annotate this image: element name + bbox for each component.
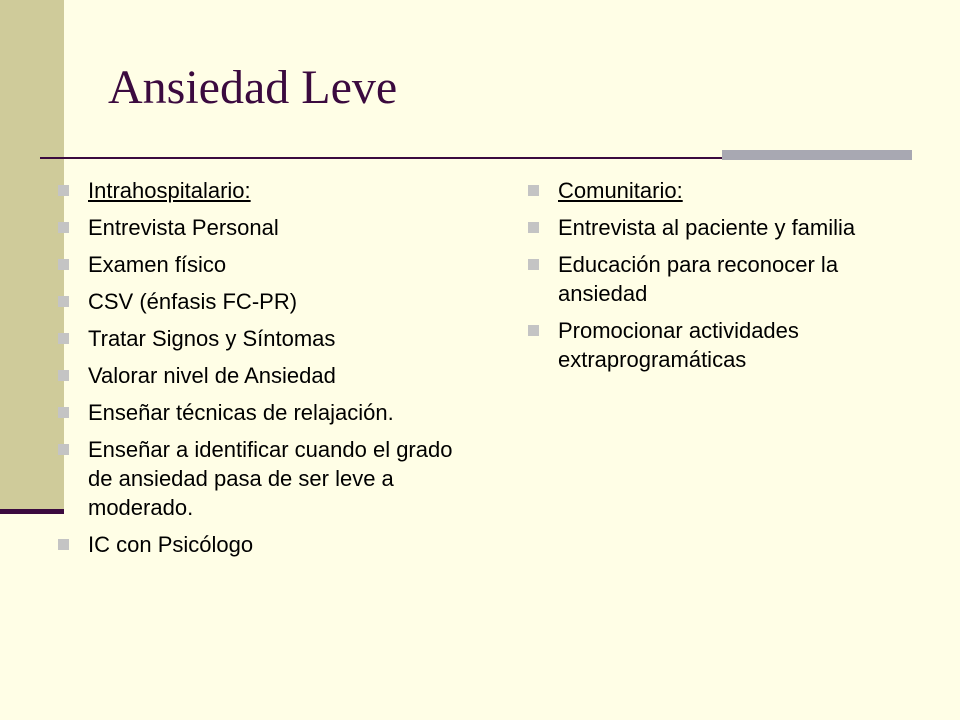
square-bullet-icon xyxy=(58,444,69,455)
square-bullet-icon xyxy=(58,539,69,550)
list-item-text: Intrahospitalario: xyxy=(88,178,251,203)
list-item-text: Entrevista Personal xyxy=(88,215,279,240)
square-bullet-icon xyxy=(528,325,539,336)
square-bullet-icon xyxy=(58,259,69,270)
list-item-text: Educación para reconocer la ansiedad xyxy=(558,252,839,306)
list-item-text: Enseñar a identificar cuando el grado de ansiedad pasa de ser leve a moderado. xyxy=(88,437,453,520)
list-item xyxy=(58,530,478,559)
list-item-heading xyxy=(58,176,478,205)
square-bullet-icon xyxy=(58,222,69,233)
square-bullet-icon xyxy=(528,185,539,196)
list-item xyxy=(528,250,928,308)
right-bullet-list xyxy=(528,176,928,382)
list-item xyxy=(58,287,478,316)
list-item-text: Valorar nivel de Ansiedad xyxy=(88,363,336,388)
square-bullet-icon xyxy=(58,407,69,418)
list-item xyxy=(528,213,928,242)
square-bullet-icon xyxy=(58,333,69,344)
list-item-text: Entrevista al paciente y familia xyxy=(558,215,856,240)
list-item xyxy=(58,361,478,390)
list-item-text: Promocionar actividades extraprogramáticas xyxy=(558,318,799,372)
list-item-text: Examen físico xyxy=(88,252,227,277)
square-bullet-icon xyxy=(58,370,69,381)
list-item-text: CSV (énfasis FC-PR) xyxy=(88,289,298,314)
list-item-text: Enseñar técnicas de relajación. xyxy=(88,400,394,425)
list-item xyxy=(58,213,478,242)
title-divider-accent xyxy=(722,150,912,160)
list-item-text: IC con Psicólogo xyxy=(88,532,254,557)
square-bullet-icon xyxy=(528,222,539,233)
list-item-text: Tratar Signos y Síntomas xyxy=(88,326,336,351)
list-item xyxy=(58,398,478,427)
square-bullet-icon xyxy=(58,185,69,196)
slide-title: Ansiedad Leve xyxy=(108,61,398,114)
list-item xyxy=(58,435,478,522)
square-bullet-icon xyxy=(528,259,539,270)
left-bar-accent-line xyxy=(0,509,64,514)
list-item xyxy=(58,324,478,353)
list-item xyxy=(58,250,478,279)
left-decorative-bar xyxy=(0,0,64,512)
square-bullet-icon xyxy=(58,296,69,307)
list-item xyxy=(528,316,928,374)
list-item-heading xyxy=(528,176,928,205)
list-item-text: Comunitario: xyxy=(558,178,683,203)
left-bullet-list xyxy=(58,176,478,567)
